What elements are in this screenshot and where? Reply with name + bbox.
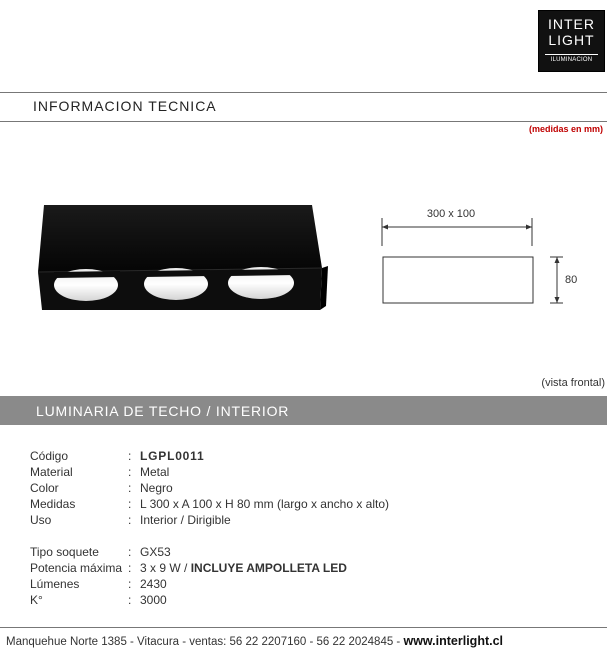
product-top-face — [38, 205, 322, 272]
spec-value-tipo-soquete: GX53 — [140, 545, 171, 559]
spec-label: Potencia máxima — [30, 561, 123, 575]
category-title: LUMINARIA DE TECHO / INTERIOR — [36, 403, 290, 419]
spec-gap — [30, 528, 590, 544]
dimension-lines — [370, 205, 590, 315]
spec-colon: : — [128, 497, 132, 511]
spec-value-potencia-extra: INCLUYE AMPOLLETA LED — [190, 561, 347, 575]
spec-label: K° — [30, 593, 43, 607]
spec-label: Medidas — [30, 497, 76, 511]
spec-row-color — [30, 480, 590, 496]
spec-value-material: Metal — [140, 465, 170, 479]
spec-row-lumenes — [30, 576, 590, 592]
footer-contact: Manquehue Norte 1385 - Vitacura - ventas: 56 22 2207160 - 56 22 2024845 - — [6, 636, 404, 648]
front-view-rect — [383, 257, 533, 303]
spec-value-uso: Interior / Dirigible — [140, 513, 231, 527]
spec-value-color: Negro — [140, 481, 173, 495]
product-image — [38, 202, 328, 317]
spec-row-medidas — [30, 496, 590, 512]
top-dimension-label: 300 x 100 — [426, 208, 476, 220]
category-band — [0, 396, 607, 425]
spec-label: Lúmenes — [30, 577, 80, 591]
brand-logo-line1: INTER — [548, 16, 595, 32]
spec-table — [30, 448, 590, 608]
spec-label: Uso — [30, 513, 52, 527]
spec-row-codigo — [30, 448, 590, 464]
spec-label: Material — [30, 465, 73, 479]
spec-value-potencia — [140, 560, 347, 576]
spec-value-potencia-main: 3 x 9 W / — [140, 561, 191, 575]
spec-colon: : — [128, 513, 132, 527]
footer-website-link[interactable]: www.interlight.cl — [403, 634, 504, 648]
footer — [6, 634, 503, 648]
spec-value-lumenes: 2430 — [140, 577, 167, 591]
spec-colon: : — [128, 465, 132, 479]
spec-colon: : — [128, 561, 132, 575]
header-bottom-rule — [0, 121, 607, 122]
brand-logo-line2: LIGHT — [548, 32, 595, 48]
section-title: INFORMACION TECNICA — [33, 98, 217, 114]
units-note: (medidas en mm) — [528, 124, 603, 134]
spec-colon: : — [128, 577, 132, 591]
brand-logo — [538, 10, 605, 72]
brand-logo-line3: ILUMINACION — [545, 54, 598, 63]
footer-rule — [0, 627, 607, 628]
spec-colon: : — [128, 593, 132, 607]
spec-value-kelvin: 3000 — [140, 593, 167, 607]
spec-colon: : — [128, 481, 132, 495]
spec-colon: : — [128, 449, 132, 463]
header-top-rule — [0, 92, 607, 93]
dimension-diagram — [370, 205, 590, 315]
spec-label: Tipo soquete — [30, 545, 99, 559]
spec-row-uso — [30, 512, 590, 528]
spec-row-tipo-soquete — [30, 544, 590, 560]
spec-label: Color — [30, 481, 59, 495]
spec-label: Código — [30, 449, 69, 463]
spec-row-potencia — [30, 560, 590, 576]
spec-colon: : — [128, 545, 132, 559]
spec-row-material — [30, 464, 590, 480]
side-dimension-label: 80 — [565, 274, 578, 286]
spec-value-codigo: LGPL0011 — [140, 449, 205, 463]
view-label: (vista frontal) — [541, 377, 605, 389]
spec-value-medidas: L 300 x A 100 x H 80 mm (largo x ancho x alto) — [140, 497, 390, 511]
spec-row-kelvin — [30, 592, 590, 608]
